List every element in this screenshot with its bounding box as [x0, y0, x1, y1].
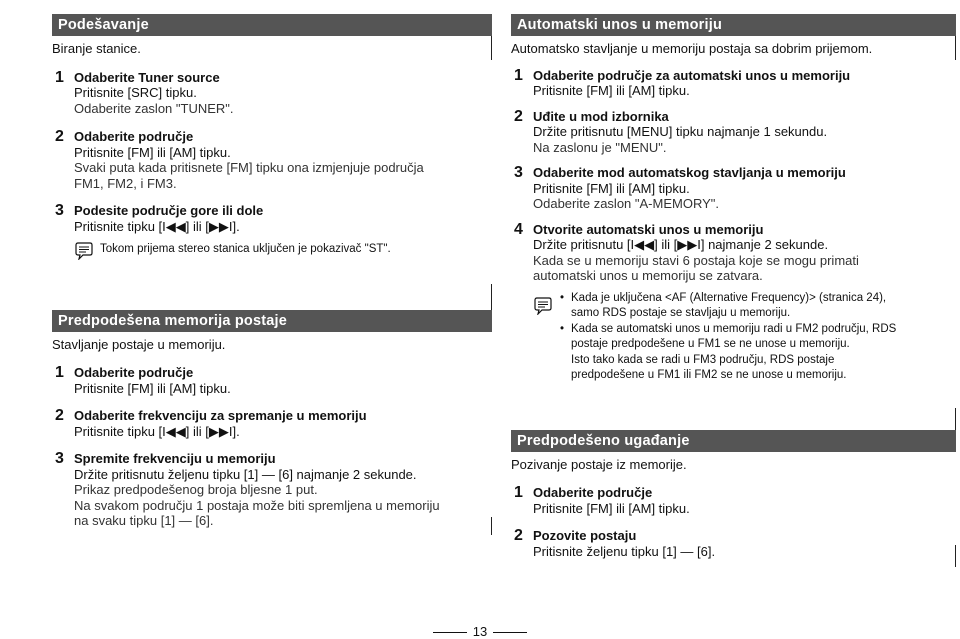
step-line: Držite pritisnutu željenu tipku [1] — [6] najmanje 2 sekunde. — [74, 466, 417, 482]
step-number: 2 — [55, 128, 64, 145]
step-line: Odaberite zaslon "TUNER". — [74, 100, 234, 116]
step-2 — [511, 109, 956, 156]
step-3 — [511, 165, 956, 212]
section-heading: Podešavanje — [52, 14, 492, 36]
step-line: Držite pritisnutu [MENU] tipku najmanje 1 sekundu. — [533, 124, 828, 139]
step-number: 4 — [514, 220, 523, 238]
step-line: Pritisnite [FM] ili [AM] tipku. — [74, 144, 231, 160]
step-line: Pritisnite [FM] ili [AM] tipku. — [74, 380, 231, 396]
step-line: Kada se u memoriju stavi 6 postaja koje se mogu primati — [533, 252, 859, 268]
section-rule — [491, 284, 492, 310]
step-line: Svaki puta kada pritisnete [FM] tipku ona izmjenjuje područja — [74, 160, 424, 175]
section-preset-tuning — [511, 430, 956, 560]
step-number: 2 — [514, 107, 523, 125]
right-column — [511, 14, 956, 559]
step-title: Podesite područje gore ili dole — [74, 203, 264, 218]
note-line: Isto tako kada se radi u FM3 području, RDS postaje — [571, 353, 835, 366]
step-number: 1 — [55, 68, 64, 86]
step-title: Odaberite područje za automatski unos u memoriju — [533, 67, 851, 83]
step-number: 1 — [55, 364, 64, 381]
note-icon — [533, 297, 553, 315]
step-line: na svaku tipku [1] — [6]. — [74, 513, 214, 528]
step-line: Na zaslonu je "MENU". — [533, 139, 667, 155]
step-line: automatski unos u memoriju se zatvara. — [533, 268, 763, 283]
note — [52, 242, 492, 258]
step-number: 2 — [55, 407, 64, 424]
step-title: Odaberite područje — [533, 485, 653, 500]
step-3 — [52, 451, 492, 529]
step-1 — [52, 365, 492, 396]
left-column — [52, 14, 492, 529]
section-heading: Predpodešena memorija postaje — [52, 310, 492, 332]
step-title: Odaberite Tuner source — [74, 69, 220, 85]
step-title: Uđite u mod izbornika — [533, 108, 669, 124]
page-dash — [493, 632, 527, 633]
section-intro: Stavljanje postaje u memoriju. — [52, 336, 226, 352]
step-line: Pritisnite željenu tipku [1] — [6]. — [533, 543, 716, 559]
section-rule — [955, 545, 956, 567]
step-line: Pritisnite [FM] ili [AM] tipku. — [533, 500, 690, 516]
section-rule — [955, 36, 956, 60]
step-number: 3 — [514, 164, 523, 181]
step-line: Pritisnite [SRC] tipku. — [74, 85, 197, 100]
step-title: Odaberite područje — [74, 365, 194, 380]
step-title: Otvorite automatski unos u memoriju — [533, 221, 764, 237]
note-line: • Kada se automatski unos u memoriju radi u FM2 području, RDS — [571, 322, 897, 335]
step-line: Pritisnite [FM] ili [AM] tipku. — [533, 180, 690, 196]
section-heading: Predpodešeno ugađanje — [511, 430, 956, 452]
step-line: Pritisnite tipku [I◀◀] ili [▶▶I]. — [74, 423, 240, 439]
note-bullet — [559, 322, 956, 384]
step-1 — [511, 485, 956, 516]
section-tuning — [52, 14, 492, 258]
section-intro: Pozivanje postaje iz memorije. — [511, 456, 687, 472]
note-icon — [74, 242, 94, 260]
step-number: 1 — [514, 66, 523, 84]
step-line: Odaberite zaslon "A-MEMORY". — [533, 196, 719, 211]
note-text: Tokom prijema stereo stanica uključen je pokazivač "ST". — [100, 243, 391, 255]
page-number-text: 13 — [472, 624, 488, 639]
note-line: postaje predpodešene u FM1 se ne unose u memoriju. — [571, 338, 850, 350]
section-rule — [955, 408, 956, 430]
step-2 — [52, 408, 492, 439]
note-line: predpodešene u FM1 ili FM2 se ne unose u memoriju. — [571, 369, 847, 381]
step-number: 3 — [55, 450, 64, 467]
step-2 — [52, 129, 492, 191]
step-title: Pozovite postaju — [533, 528, 637, 543]
step-line: Držite pritisnutu [I◀◀] ili [▶▶I] najmanje 2 sekunde. — [533, 237, 829, 252]
step-title: Spremite frekvenciju u memoriju — [74, 451, 276, 466]
note — [511, 291, 956, 384]
page-number — [0, 624, 960, 639]
section-heading: Automatski unos u memoriju — [511, 14, 956, 36]
section-intro: Automatsko stavljanje u memoriju postaja sa dobrim prijemom. — [511, 41, 873, 56]
section-rule — [491, 36, 492, 60]
step-1 — [52, 70, 492, 117]
step-3 — [52, 203, 492, 234]
section-intro: Biranje stanice. — [52, 41, 141, 56]
step-number: 1 — [514, 484, 523, 501]
step-2 — [511, 528, 956, 559]
step-4 — [511, 222, 956, 284]
step-title: Odaberite mod automatskog stavljanja u memoriju — [533, 165, 846, 180]
section-preset-memory — [52, 310, 492, 529]
section-auto-memory — [511, 14, 956, 384]
step-number: 3 — [55, 202, 64, 219]
step-title: Odaberite područje — [74, 129, 194, 144]
page-dash — [433, 632, 467, 633]
step-line: Prikaz predpodešenog broja bljesne 1 put. — [74, 482, 318, 497]
step-number: 2 — [514, 527, 523, 544]
step-line: Pritisnite [FM] ili [AM] tipku. — [533, 83, 690, 98]
section-rule — [491, 517, 492, 535]
note-list — [559, 291, 956, 384]
step-line: FM1, FM2, i FM3. — [74, 175, 177, 191]
step-1 — [511, 68, 956, 99]
note-bullet — [559, 291, 956, 322]
step-title: Odaberite frekvenciju za spremanje u memoriju — [74, 408, 367, 423]
note-line: samo RDS postaje se stavljaju u memoriju. — [571, 307, 791, 319]
note-line: • Kada je uključena <AF (Alternative Frequency)> (stranica 24), — [571, 291, 887, 304]
step-line: Pritisnite tipku [I◀◀] ili [▶▶I]. — [74, 218, 240, 234]
step-line: Na svakom području 1 postaja može biti spremljena u memoriju — [74, 497, 440, 513]
